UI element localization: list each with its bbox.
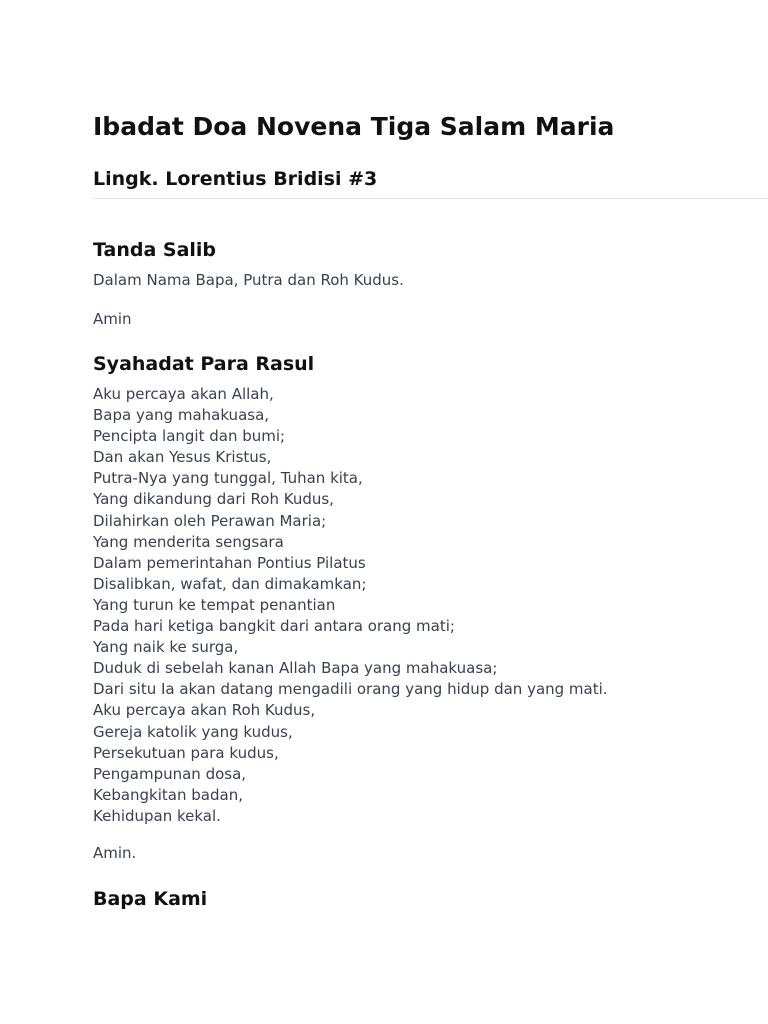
document-subtitle: Lingk. Lorentius Bridisi #3: [93, 168, 378, 190]
syahadat-line: Dari situ Ia akan datang mengadili orang yang hidup dan yang mati.: [93, 680, 608, 699]
syahadat-line: Gereja katolik yang kudus,: [93, 722, 293, 741]
syahadat-line: Kebangkitan badan,: [93, 785, 243, 804]
syahadat-line: Bapa yang mahakuasa,: [93, 406, 270, 425]
syahadat-line: Yang menderita sengsara: [93, 532, 284, 551]
syahadat-amin: Amin.: [93, 844, 137, 862]
syahadat-line: Disalibkan, wafat, dan dimakamkan;: [93, 574, 367, 593]
syahadat-line: Pada hari ketiga bangkit dari antara orang mati;: [93, 617, 455, 636]
tanda-salib-amin: Amin: [93, 310, 132, 328]
syahadat-line: Duduk di sebelah kanan Allah Bapa yang mahakuasa;: [93, 659, 498, 678]
section-heading-bapa-kami: Bapa Kami: [93, 888, 208, 910]
syahadat-line: Yang dikandung dari Roh Kudus,: [93, 490, 334, 509]
section-heading-syahadat: Syahadat Para Rasul: [93, 353, 315, 375]
syahadat-line: Dan akan Yesus Kristus,: [93, 448, 272, 467]
syahadat-line: Putra-Nya yang tunggal, Tuhan kita,: [93, 469, 363, 488]
syahadat-line: Kehidupan kekal.: [93, 806, 221, 825]
divider: [93, 198, 768, 199]
syahadat-lines: [93, 384, 608, 827]
syahadat-line: Dilahirkan oleh Perawan Maria;: [93, 511, 327, 530]
tanda-salib-text: Dalam Nama Bapa, Putra dan Roh Kudus.: [93, 271, 404, 289]
syahadat-line: Pengampunan dosa,: [93, 764, 247, 783]
document-title: Ibadat Doa Novena Tiga Salam Maria: [93, 112, 615, 141]
syahadat-line: Dalam pemerintahan Pontius Pilatus: [93, 553, 366, 572]
syahadat-line: Yang naik ke surga,: [93, 638, 239, 657]
section-heading-tanda-salib: Tanda Salib: [93, 239, 217, 261]
syahadat-line: Pencipta langit dan bumi;: [93, 427, 286, 446]
syahadat-line: Aku percaya akan Roh Kudus,: [93, 701, 316, 720]
syahadat-line: Persekutuan para kudus,: [93, 743, 279, 762]
syahadat-line: Aku percaya akan Allah,: [93, 385, 274, 403]
syahadat-line: Yang turun ke tempat penantian: [93, 595, 336, 614]
